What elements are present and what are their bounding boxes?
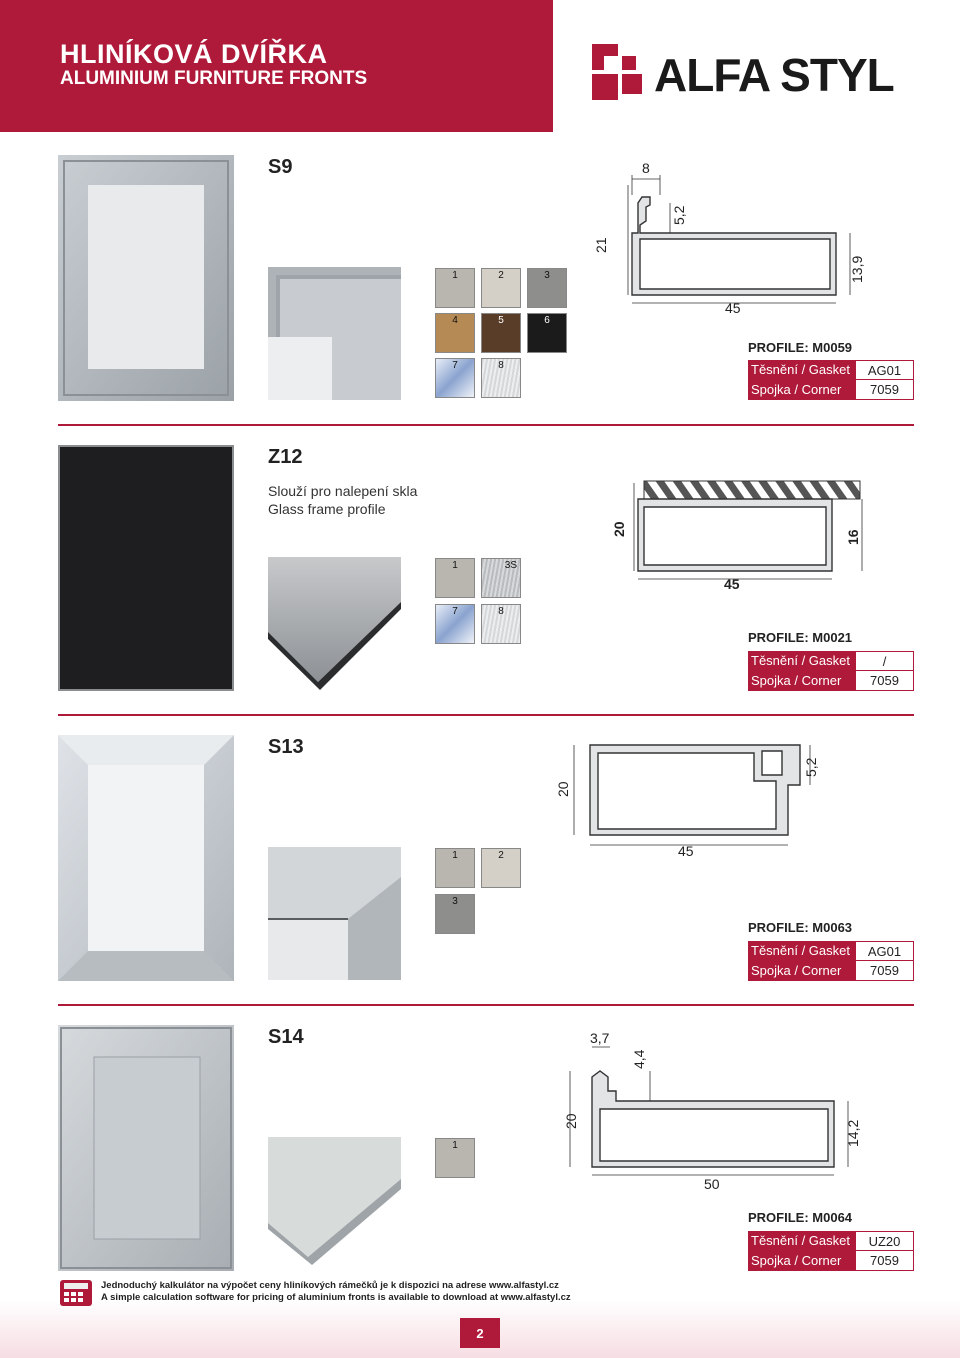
swatch-2: 2 [481,848,521,888]
product-code-s14: S14 [268,1026,304,1048]
swatch-4: 4 [435,313,475,353]
door-photo-s9 [58,155,234,401]
swatch-3s: 3S [481,558,521,598]
dim-width: 45 [724,576,740,592]
dim-right: 13,9 [849,255,865,283]
spec-table-s13: Těsnění / Gasket AG01 Spojka / Corner 7059 [748,941,914,981]
profile-drawing-s13 [550,735,840,865]
dim-width: 50 [704,1176,720,1192]
profile-code-z12: PROFILE: M0021 [748,630,853,645]
divider [58,1004,914,1006]
product-code-s9: S9 [268,156,293,178]
dim-height: 20 [563,1113,579,1129]
logo-mark-icon [592,44,648,100]
dim-right: 14,2 [845,1119,861,1147]
dim-right: 5,2 [803,757,819,777]
dim-a: 5,2 [671,205,687,225]
profile-code-s13: PROFILE: M0063 [748,920,853,935]
dim-width: 45 [725,300,741,316]
swatch-3: 3 [435,894,475,934]
dim-top: 8 [642,160,650,176]
product-code-z12: Z12 [268,446,303,468]
swatch-1: 1 [435,848,475,888]
swatch-1: 1 [435,268,475,308]
spec-table-z12: Těsnění / Gasket / Spojka / Corner 7059 [748,651,914,691]
swatch-3: 3 [527,268,567,308]
detail-photo-s9 [268,267,401,400]
swatch-2: 2 [481,268,521,308]
title-en: ALUMINIUM FURNITURE FRONTS [60,68,368,89]
swatch-6: 6 [527,313,567,353]
dim-height: 21 [593,237,609,253]
detail-photo-s14 [268,1137,401,1270]
header-banner [0,0,553,132]
swatch-1: 1 [435,558,475,598]
swatch-8: 8 [481,604,521,644]
product-description-z12: Slouží pro nalepení skla Glass frame profile [268,483,418,517]
calculator-icon [58,1278,94,1308]
profile-code-s9: PROFILE: M0059 [748,340,853,355]
footer-note: Jednoduchý kalkulátor na výpočet ceny hliníkových rámečků je k dispozici na adrese www.alfastyl.cz A simple calculation software for pricing of aluminium fronts is available to download at www.alfastyl.cz [101,1280,571,1303]
detail-photo-z12 [268,557,401,690]
divider [58,424,914,426]
page-number: 2 [460,1318,500,1348]
door-photo-s14 [58,1025,234,1271]
profile-drawing-s9 [580,155,880,330]
door-photo-s13 [58,735,234,981]
dim-height: 20 [611,521,627,537]
dim-top: 3,7 [590,1030,610,1046]
swatch-7: 7 [435,604,475,644]
swatch-1: 1 [435,1138,475,1178]
product-code-s13: S13 [268,736,304,758]
brand-name: ALFA STYL [654,49,894,101]
alfa-styl-logo [592,44,922,102]
swatch-5: 5 [481,313,521,353]
door-photo-z12 [58,445,234,691]
divider [58,714,914,716]
spec-table-s14: Těsnění / Gasket UZ20 Spojka / Corner 7059 [748,1231,914,1271]
swatch-7: 7 [435,358,475,398]
dim-height: 20 [555,781,571,797]
dim-width: 45 [678,843,694,859]
profile-drawing-s14 [556,1025,866,1195]
dim-right: 16 [845,529,861,545]
profile-drawing-z12 [600,475,870,595]
spec-table-s9: Těsnění / Gasket AG01 Spojka / Corner 7059 [748,360,914,400]
profile-code-s14: PROFILE: M0064 [748,1210,853,1225]
dim-a: 4,4 [631,1049,647,1069]
detail-photo-s13 [268,847,401,980]
title-cz: HLINÍKOVÁ DVÍŘKA [60,39,328,69]
swatch-8: 8 [481,358,521,398]
